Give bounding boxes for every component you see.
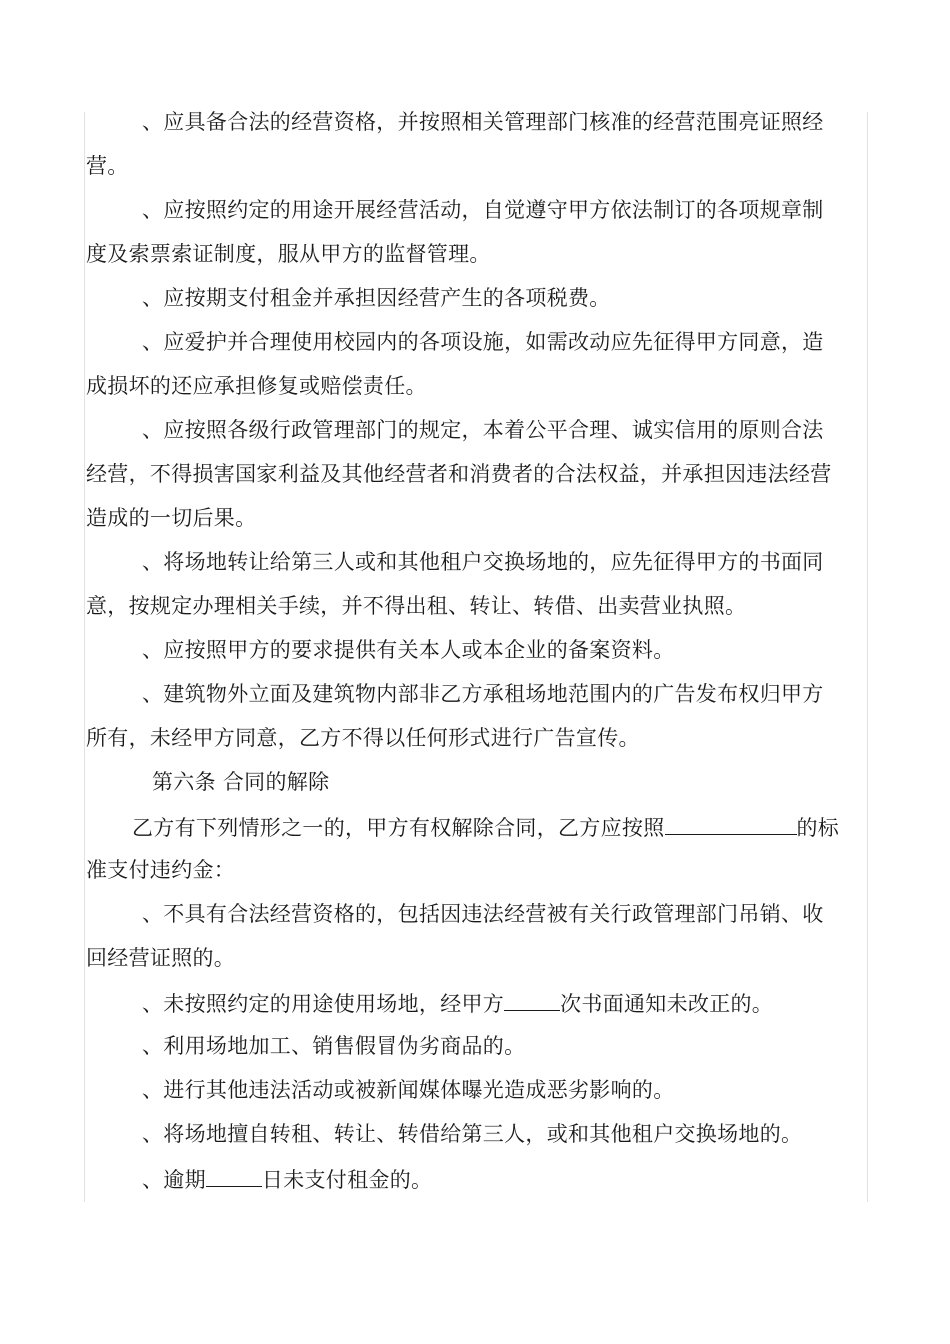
paragraph-line: 、应按照各级行政管理部门的规定，本着公平合理、诚实信用的原则合法 bbox=[142, 418, 824, 442]
paragraph-line: 经营，不得损害国家利益及其他经营者和消费者的合法权益，并承担因违法经营 bbox=[86, 462, 832, 486]
paragraph-line: 度及索票索证制度，服从甲方的监督管理。 bbox=[86, 242, 491, 266]
clause-intro-text: 的标 bbox=[796, 816, 840, 840]
paragraph-line: 、应按期支付租金并承担因经营产生的各项税费。 bbox=[142, 286, 611, 310]
clause-item-text: 次书面通知未改正的。 bbox=[560, 992, 774, 1016]
clause-item: 、利用场地加工、销售假冒伪劣商品的。 bbox=[142, 1034, 526, 1058]
paragraph-line: 造成的一切后果。 bbox=[86, 506, 257, 530]
overdue-days-blank[interactable] bbox=[206, 1164, 262, 1187]
paragraph-line: 、应按照约定的用途开展经营活动，自觉遵守甲方依法制订的各项规章制 bbox=[142, 198, 824, 222]
paragraph-line: 成损坏的还应承担修复或赔偿责任。 bbox=[86, 374, 427, 398]
paragraph-line: 营。 bbox=[86, 154, 129, 178]
clause-item: 、将场地擅自转租、转让、转借给第三人，或和其他租户交换场地的。 bbox=[142, 1122, 803, 1146]
clause-intro-line bbox=[132, 812, 839, 842]
clause-item-text: 、逾期 bbox=[142, 1168, 206, 1192]
clause-item-text: 、未按照约定的用途使用场地，经甲方 bbox=[142, 992, 505, 1016]
clause-item: 、不具有合法经营资格的，包括因违法经营被有关行政管理部门吊销、收 bbox=[142, 902, 824, 926]
paragraph-line: 所有，未经甲方同意，乙方不得以任何形式进行广告宣传。 bbox=[86, 726, 640, 750]
paragraph-line: 、建筑物外立面及建筑物内部非乙方承租场地范围内的广告发布权归甲方 bbox=[142, 682, 824, 706]
paragraph-line: 、应按照甲方的要求提供有关本人或本企业的备案资料。 bbox=[142, 638, 675, 662]
clause-item bbox=[142, 1164, 432, 1194]
clause-intro-line: 准支付违约金： bbox=[86, 858, 236, 882]
clause-item: 、进行其他违法活动或被新闻媒体曝光造成恶劣影响的。 bbox=[142, 1078, 675, 1102]
clause-intro-text: 乙方有下列情形之一的，甲方有权解除合同，乙方应按照 bbox=[132, 816, 665, 840]
paragraph-line: 、应爱护并合理使用校园内的各项设施，如需改动应先征得甲方同意，造 bbox=[142, 330, 824, 354]
clause-item: 回经营证照的。 bbox=[86, 946, 236, 970]
penalty-standard-blank[interactable] bbox=[665, 812, 797, 835]
clause-item bbox=[142, 988, 773, 1018]
paragraph-line: 、应具备合法的经营资格，并按照相关管理部门核准的经营范围亮证照经 bbox=[142, 110, 824, 134]
notice-count-blank[interactable] bbox=[504, 988, 560, 1011]
paragraph-line: 、将场地转让给第三人或和其他租户交换场地的，应先征得甲方的书面同 bbox=[142, 550, 824, 574]
section-heading: 第六条 合同的解除 bbox=[152, 770, 330, 794]
paragraph-line: 意，按规定办理相关手续，并不得出租、转让、转借、出卖营业执照。 bbox=[86, 594, 747, 618]
clause-item-text: 日未支付租金的。 bbox=[261, 1168, 433, 1192]
